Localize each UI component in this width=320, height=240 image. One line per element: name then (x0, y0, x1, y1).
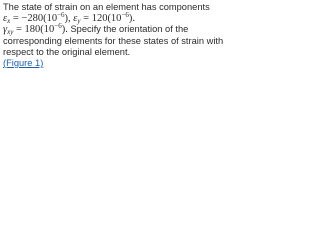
intro-text: The state of strain on an element has components (3, 2, 210, 12)
gamma-xy-equals: = (13, 24, 25, 36)
epsilon-y-close: ). (128, 13, 136, 25)
epsilon-y-equals: = (80, 13, 92, 25)
epsilon-y-exponent: −6 (121, 11, 129, 20)
problem-statement (0, 0, 224, 81)
gamma-xy-symbol: γ (3, 24, 8, 36)
instruction-line-2 (3, 35, 224, 47)
instruction-text-1: Specify the orientation of the (70, 24, 189, 35)
epsilon-x-close: ), (64, 13, 71, 25)
intro-line (3, 2, 210, 13)
gamma-xy-expression (3, 24, 68, 35)
figure-link-line (3, 58, 197, 69)
gamma-xy-close: ). (61, 24, 68, 36)
figure-1-link[interactable]: (Figure 1) (3, 58, 44, 69)
instruction-line-3 (3, 47, 197, 58)
epsilon-y-subscript: y (77, 17, 81, 26)
gamma-xy-exponent: −6 (54, 22, 62, 31)
instruction-text-3: respect to the original element. (3, 46, 131, 57)
epsilon-x-value: −280(10 (21, 13, 58, 25)
epsilon-x-symbol: ε (3, 13, 8, 25)
epsilon-y-symbol: ε (73, 13, 78, 25)
gamma-xy-subscript: xy (7, 28, 14, 37)
epsilon-y-value: 120(10 (91, 13, 122, 25)
instruction-text-2: corresponding elements for these states of strain with (3, 35, 224, 46)
strain-components-line (3, 13, 197, 24)
epsilon-x-subscript: x (7, 17, 11, 26)
gamma-xy-value: 180(10 (24, 24, 55, 36)
epsilon-y-expression (73, 13, 135, 24)
gamma-line (3, 24, 197, 35)
epsilon-x-exponent: −6 (57, 11, 65, 20)
epsilon-x-equals: = (10, 13, 22, 25)
